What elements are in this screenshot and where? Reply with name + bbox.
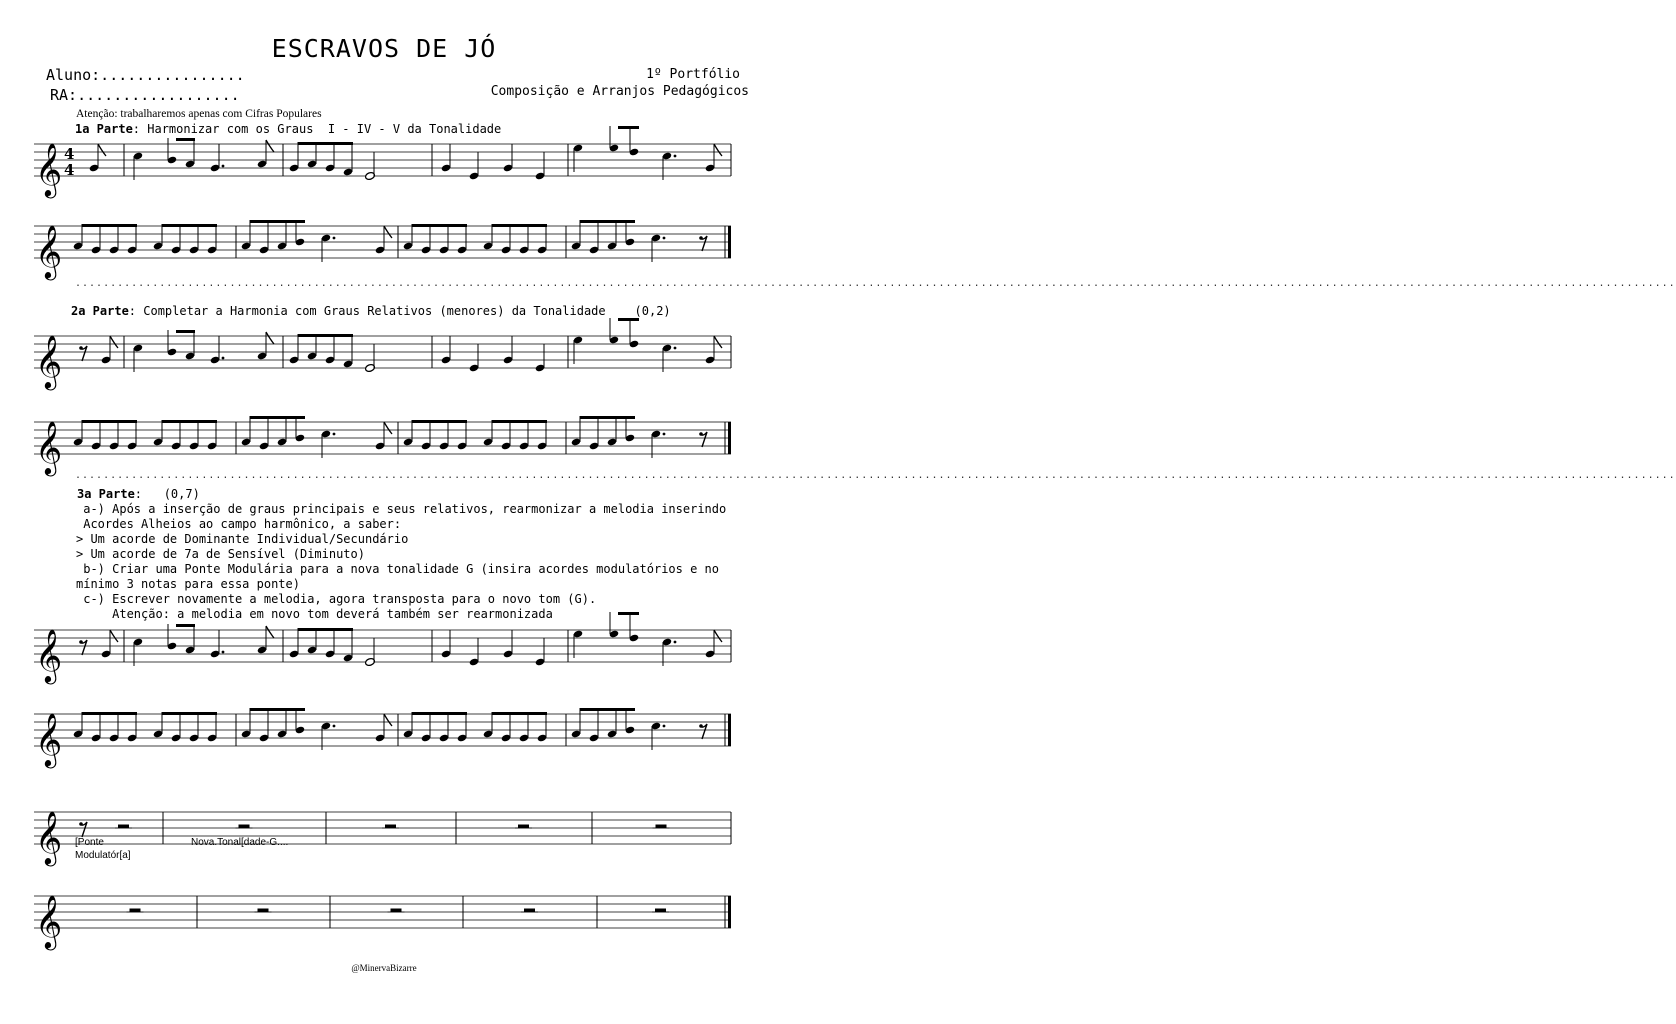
- part3-line-dim: > Um acorde de 7a de Sensível (Diminuto): [76, 547, 365, 561]
- eighth-rest-dot: [79, 346, 83, 350]
- note-flag: [110, 336, 118, 348]
- beam: [412, 420, 467, 423]
- beam: [82, 420, 137, 423]
- final-barline: [728, 422, 731, 454]
- beam: [580, 708, 635, 711]
- staff-part3-line2: [0, 698, 768, 766]
- half-rest: [518, 825, 529, 829]
- final-barline: [728, 896, 731, 928]
- treble-clef: 𝄞: [35, 810, 63, 864]
- note-dot: [674, 347, 677, 350]
- note-flag: [384, 714, 392, 726]
- treble-clef: 𝄞: [35, 894, 63, 948]
- part1-text: : Harmonizar com os Graus I - IV - V da Tonalidade: [132, 122, 502, 136]
- eighth-rest-dot: [699, 724, 703, 728]
- ponte-label: [Ponte: [75, 837, 104, 848]
- beam: [618, 126, 639, 129]
- note-dot: [333, 725, 336, 728]
- half-rest: [655, 909, 666, 913]
- half-rest: [656, 825, 667, 829]
- note-flag: [98, 144, 106, 156]
- staff-part2-line2: [0, 406, 768, 474]
- part3-heading: [77, 487, 200, 501]
- note-dot: [663, 725, 666, 728]
- half-rest: [258, 909, 269, 913]
- note-dot: [663, 237, 666, 240]
- treble-clef: 𝄞: [35, 420, 63, 474]
- page-title: ESCRAVOS DE JÓ: [271, 34, 497, 63]
- beam: [618, 612, 639, 615]
- staff-part1-line1: [0, 128, 768, 196]
- beam: [580, 220, 635, 223]
- note-flag: [266, 332, 274, 344]
- note-dot: [222, 357, 225, 360]
- beam: [162, 712, 217, 715]
- note-text: Atenção: trabalharemos apenas com Cifras Populares: [76, 108, 322, 120]
- half-rest: [239, 825, 250, 829]
- modulatoria-label: Modulatór[a]: [75, 850, 131, 861]
- beam: [82, 224, 137, 227]
- note-flag: [714, 630, 722, 642]
- time-signature-bottom: 4: [64, 161, 75, 180]
- part3-label: 3a Parte: [77, 487, 135, 501]
- note-flag: [384, 422, 392, 434]
- part3-line-b: b-) Criar uma Ponte Modulária para a nova tonalidade G (insira acordes modulatórios e no: [76, 562, 719, 576]
- beam: [176, 330, 195, 333]
- beam: [176, 138, 195, 141]
- treble-clef: 𝄞: [35, 224, 63, 278]
- treble-clef: 𝄞: [35, 142, 63, 196]
- separator-2: ....................................................................................................................................................................................................................................: [75, 470, 1676, 481]
- final-barline: [728, 226, 731, 258]
- beam: [580, 416, 635, 419]
- beam: [412, 712, 467, 715]
- time-signature-top: 4: [64, 145, 75, 164]
- part3-line-a: a-) Após a inserção de graus principais e seus relativos, rearmonizar a melodia inserindo: [76, 502, 727, 516]
- beam: [298, 334, 353, 337]
- beam: [176, 624, 195, 627]
- treble-clef: 𝄞: [35, 334, 63, 388]
- part3-line-b2: mínimo 3 notas para essa ponte): [76, 577, 300, 591]
- course-label: Composição e Arranjos Pedagógicos: [490, 84, 749, 99]
- beam: [82, 712, 137, 715]
- note-flag: [714, 144, 722, 156]
- beam: [412, 224, 467, 227]
- note-flag: [110, 630, 118, 642]
- note-dot: [222, 165, 225, 168]
- aluno-field: Aluno:................: [46, 66, 245, 84]
- half-rest: [118, 825, 129, 829]
- part3-line-a2: Acordes Alheios ao campo harmônico, a saber:: [76, 517, 402, 531]
- eighth-rest-dot: [79, 822, 83, 826]
- staff-bridge: [0, 796, 768, 864]
- eighth-rest-dot: [699, 236, 703, 240]
- beam: [492, 420, 547, 423]
- beam: [492, 224, 547, 227]
- beam: [162, 224, 217, 227]
- beam: [298, 142, 353, 145]
- part3-line-c2: Atenção: a melodia em novo tom deverá também ser rearmonizada: [76, 607, 553, 621]
- note-flag: [266, 140, 274, 152]
- half-rest: [385, 825, 396, 829]
- part3-line-c: c-) Escrever novamente a melodia, agora transposta para o novo tom (G).: [76, 592, 597, 606]
- part1-label: 1a Parte: [75, 122, 133, 136]
- eighth-rest-dot: [79, 640, 83, 644]
- staff-part1-line2: [0, 210, 768, 278]
- note-dot: [674, 155, 677, 158]
- note-flag: [714, 336, 722, 348]
- treble-clef: 𝄞: [35, 628, 63, 682]
- note-flag: [384, 226, 392, 238]
- half-rest: [524, 909, 535, 913]
- part3-score: : (0,7): [134, 487, 200, 501]
- note-dot: [674, 641, 677, 644]
- note-flag: [266, 626, 274, 638]
- ra-field: RA:..................: [50, 86, 240, 104]
- staff-new-key: [0, 880, 768, 948]
- final-barline: [728, 714, 731, 746]
- beam: [618, 318, 639, 321]
- footer-credit: @MinervaBizarre: [351, 963, 417, 973]
- staff-part2-line1: [0, 320, 768, 388]
- half-rest: [130, 909, 141, 913]
- part2-label: 2a Parte: [71, 304, 129, 318]
- part3-line-dom: > Um acorde de Dominante Individual/Secundário: [76, 532, 409, 546]
- eighth-rest-dot: [699, 432, 703, 436]
- new-key-label: Nova.Tonal[dade-G....: [191, 837, 289, 848]
- note-dot: [663, 433, 666, 436]
- beam: [250, 708, 305, 711]
- note-dot: [222, 651, 225, 654]
- treble-clef: 𝄞: [35, 712, 63, 766]
- beam: [250, 220, 305, 223]
- separator-1: ....................................................................................................................................................................................................................................: [75, 278, 1676, 289]
- beam: [492, 712, 547, 715]
- portfolio-label: 1º Portfólio: [646, 67, 740, 82]
- beam: [298, 628, 353, 631]
- note-dot: [333, 237, 336, 240]
- note-dot: [333, 433, 336, 436]
- part2-text: : Completar a Harmonia com Graus Relativos (menores) da Tonalidade (0,2): [128, 304, 671, 318]
- beam: [250, 416, 305, 419]
- beam: [162, 420, 217, 423]
- part2-heading: [71, 304, 671, 318]
- half-rest: [391, 909, 402, 913]
- staff-part3-line1: [0, 614, 768, 682]
